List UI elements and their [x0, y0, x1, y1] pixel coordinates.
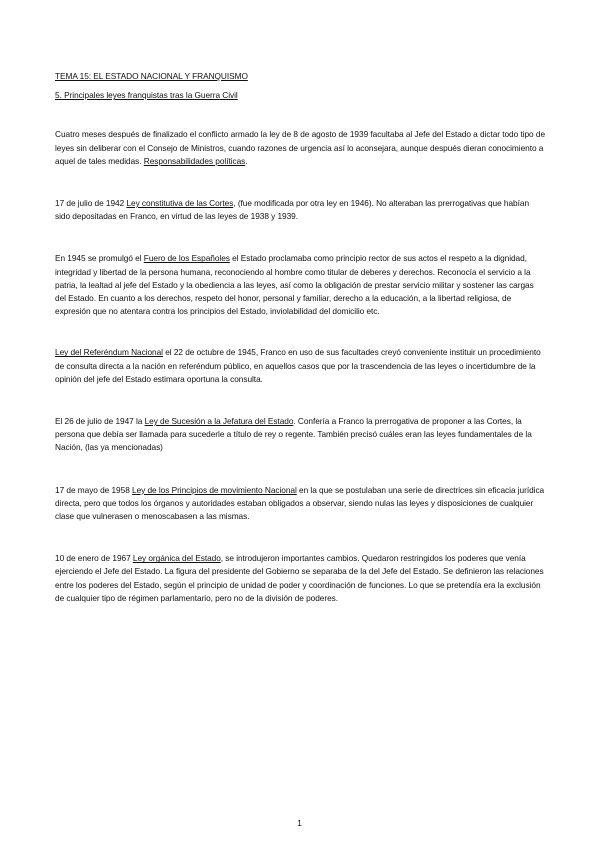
paragraph-text: el 22 de octubre de 1945, Franco en uso de sus facultades creyó conveniente instituir un procedimiento de consulta directa a la nación en referéndum público, en aquellos casos que por la trascendencia de las leyes o incertidumbre de la opinión del jefe del Estado estimara oportuna la consulta. — [55, 347, 541, 384]
paragraph-organica — [55, 552, 545, 605]
page-number: 1 — [297, 818, 302, 828]
document-title: TEMA 15: EL ESTADO NACIONAL Y FRANQUISMO — [55, 71, 248, 81]
paragraph-referendum — [55, 346, 545, 386]
law-name-referendum: Ley del Referéndum Nacional — [55, 347, 163, 358]
paragraph-text: En 1945 se promulgó el — [55, 253, 144, 264]
paragraph-responsabilidades — [55, 128, 545, 168]
document-body — [55, 70, 545, 605]
paragraph-text: , (fue modificada por otra ley en 1946). No alteraban las prerrogativas que habían sido depositadas en Franco, en virtud de las leyes de 1938 y 1939. — [55, 198, 530, 222]
section-heading: 5. Principales leyes franquistas tras la Guerra Civil — [55, 90, 238, 101]
paragraph-text: , se introdujeron importantes cambios. Quedaron restringidos los poderes que venía ejerciendo el Jefe del Estado. La figura del presidente del Gobierno se separaba de la del Jefe del Estado. Se definieron las relaciones entre los poderes del Estado, según el principio de unidad de poder y coordinación de funciones. Lo que se pretendía era la exclusión de cualquier tipo de régimen parlamentario, pero no de la división de poderes. — [55, 553, 544, 603]
paragraph-cortes — [55, 197, 545, 223]
paragraph-text: . Confería a Franco la prerrogativa de proponer a las Cortes, la persona que debía ser llamada para sucederle a título de rey o regente. También precisó cuáles eran las leyes fundamentales de la Nación, (las ya mencionadas) — [55, 416, 532, 453]
paragraph-principios — [55, 484, 545, 524]
paragraph-text: 10 de enero de 1967 — [55, 553, 133, 564]
paragraph-text: en la que se postulaban una serie de directrices sin eficacia jurídica directa, pero que todos los órganos y autoridades estaban obligados a observar, siendo nulas las leyes y disposiciones de cualquier clase que vulnerasen o menoscabasen a las mismas. — [55, 484, 545, 522]
paragraph-text: el Estado proclamaba como principio rector de sus actos el respeto a la dignidad, integridad y libertad de la persona humana, reconociendo al hombre como titular de deberes y derechos. Reconocía el servicio a la patria, la lealtad al jefe del Estado y la obediencia a las leyes, así como la obligación de prestar servicio militar y sostener las cargas del Estado. En cuanto a los derechos, respeto del honor, personal y familiar, derecho a la educación, a la libertad religiosa, de expresión que no atentara contra los principios del Estado, inviolabilidad del domicilio etc. — [55, 253, 534, 317]
law-name-principios: Ley de los Principios de movimiento Nacional — [132, 484, 297, 495]
paragraph-text: El 26 de julio de 1947 la — [55, 416, 145, 427]
law-name-sucesion: Ley de Sucesión a la Jefatura del Estado — [144, 416, 294, 427]
paragraph-text: . — [245, 155, 248, 166]
paragraph-fuero — [55, 252, 545, 318]
law-name-responsabilidades: Responsabilidades políticas — [143, 155, 246, 166]
law-name-fuero: Fuero de los Españoles — [143, 253, 230, 264]
law-name-organica: Ley orgánica del Estado — [132, 553, 221, 564]
law-name-cortes: Ley constitutiva de las Cortes — [126, 198, 234, 209]
paragraph-sucesion — [55, 415, 545, 455]
paragraph-text: 17 de mayo de 1958 — [55, 484, 133, 495]
paragraph-text: Cuatro meses después de finalizado el conflicto armado la ley de 8 de agosto de 1939 facultaba al Jefe del Estado a dictar todo tipo de leyes sin deliberar con el Consejo de Ministros, cuando razones de urgencia así lo aconsejara, aunque después dieran conocimiento a aquel de tales medidas. — [55, 129, 546, 166]
paragraph-text: 17 de julio de 1942 — [55, 198, 127, 209]
